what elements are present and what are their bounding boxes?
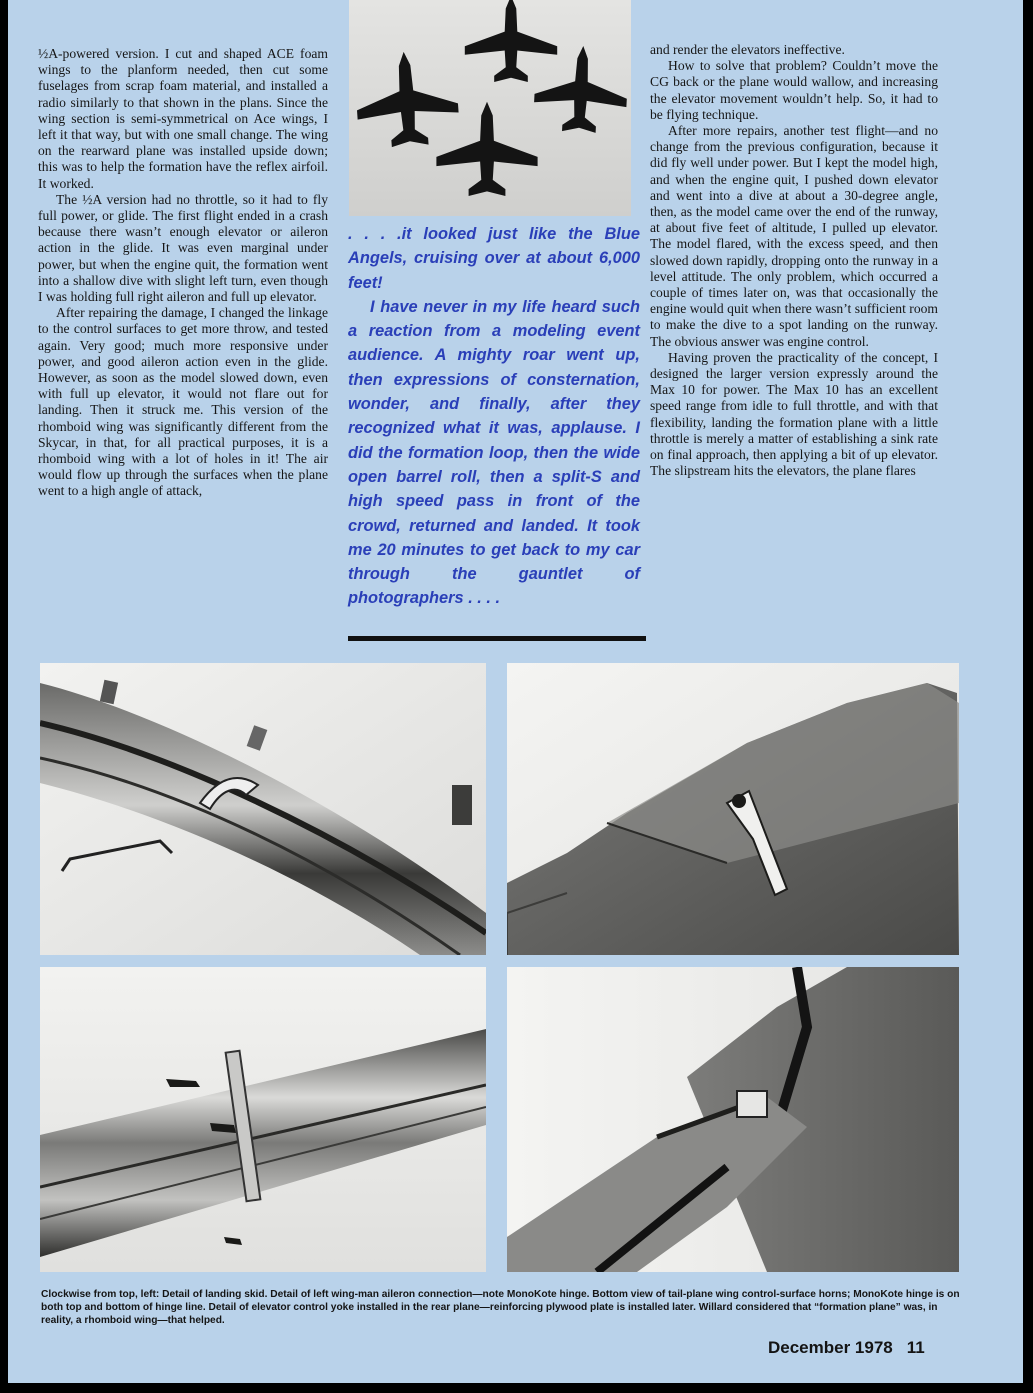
photo-caption [41, 1288, 961, 1327]
elevator-yoke-photo [507, 967, 959, 1272]
tail-plane-bottom-photo [40, 967, 486, 1272]
aileron-connection-photo [507, 663, 959, 955]
left-paragraph: After repairing the damage, I changed the linkage to the control surfaces to get more throw, and tested again. Very good; much more responsive under power, and good aileron action even in the glide. However, as soon as the model slowed down, even with full up elevator, it would not flare out for landing. Then it struck me. This version of the rhomboid wing was significantly different from the Skycar, in that, for all practical purposes, it is a rhomboid wing with a lot of holes in it! The air would flow up through the surfaces when the plane went to a high angle of attack, [38, 305, 328, 499]
left-paragraph: ½A-powered version. I cut and shaped ACE foam wings to the planform needed, then cut some fuselages from scrap foam material, and installed a radio similarly to that shown in the plans. Since the wing section is semi-symmetrical on Ace wings, I left it that way, but with one small change. The wing on the rearward plane was installed upside down; this was to help the formation have the reflex airfoil. It worked. [38, 46, 328, 191]
right-paragraph: Having proven the practicality of the concept, I designed the larger version expressly around the Max 10 for power. The Max 10 has an excellent speed range from idle to full throttle, and with that flexibility, landing the formation plane with a little throttle is merely a matter of establishing a sink rate on final approach, then applying a bit of up elevator. The slipstream hits the elevators, the plane flares [650, 349, 938, 479]
issue-date: December 1978 [768, 1338, 893, 1357]
left-text-column [38, 46, 328, 500]
landing-skid-photo [40, 663, 486, 955]
pull-quote-lead: . . . .it looked just like the Blue Angels, cruising over at about 6,000 feet! [348, 225, 640, 292]
right-paragraph: and render the elevators ineffective. [650, 42, 845, 57]
right-text-column [650, 42, 938, 479]
pull-quote-rule [348, 636, 646, 641]
pull-quote-body: I have never in my life heard such a reaction from a modeling event audience. A mighty roar went up, then expressions of consternation, wonder, and finally, after they recognized what it was, applause. I did the formation loop, then the wide open barrel roll, then a split-S and high speed pass in front of the crowd, returned and landed. It took me 20 minutes to get back to my car through the gauntlet of photographers . . . . [348, 297, 640, 608]
caption-text: Detail of landing skid. Detail of left wing-man aileron connection—note MonoKote hinge. Bottom view of tail-plane wing control-surface horns; MonoKote hinge is on both top and bottom of hinge line. Detail of elevator control yoke installed in the rear plane—reinforcing plywood plate is installed later. Willard considered that “formation plane” was, in reality, a rhomboid wing—that helped. [41, 1289, 960, 1326]
left-paragraph: The ½A version had no throttle, so it had to fly full power, or glide. The first flight ended in a crash because there wasn’t enough elevator or aileron action in the glide. It was even marginal under power, but when the engine quit, the formation went into a shallow dive with slight left turn, even though I was holding full right aileron and full up elevator. [38, 191, 328, 305]
right-paragraph: How to solve that problem? Couldn’t move the CG back or the plane would wallow, and increasing the elevator movement wouldn’t help. So, it had to be flying technique. [650, 58, 938, 122]
formation-photo [349, 0, 631, 216]
magazine-page [8, 0, 1023, 1383]
page-number: 11 [906, 1338, 925, 1357]
right-paragraph: After more repairs, another test flight—and no change from the previous configuration, because it did fly well under power. But I kept the model high, and when the engine quit, I pushed down elevator and went into a dive at about a 30-degree angle, then, as the model came over the end of the runway, at about five feet of altitude, I pulled up elevator. The model flared, with the excess speed, and then slowed down rapidly, dropping onto the runway in a level attitude. The only problem, which occurred a couple of times later on, was that occasionally the engine would quit when there wasn’t sufficient room to make the dive to a spot landing on the runway. The obvious answer was engine control. [650, 123, 938, 349]
pull-quote [348, 222, 640, 611]
caption-lead: Clockwise from top, left: [41, 1289, 160, 1300]
page-folio [768, 1338, 968, 1358]
